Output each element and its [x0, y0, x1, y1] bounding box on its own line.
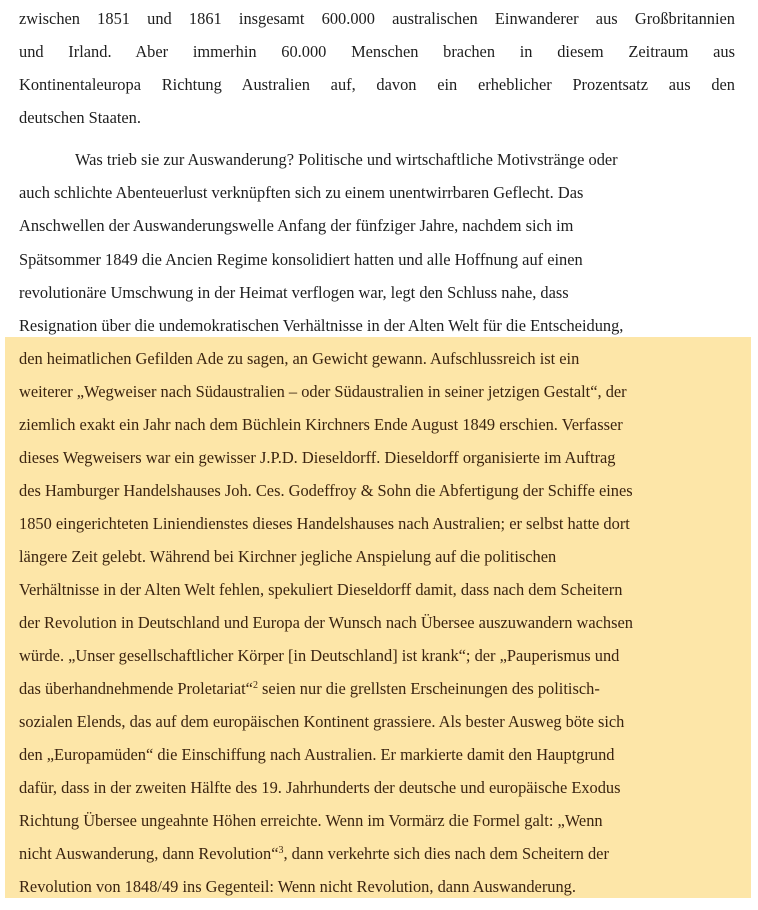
text-line: auch schlichte Abenteuerlust verknüpften sich zu einem unentwirrbaren Geflecht. Das — [19, 183, 584, 202]
text-line: Anschwellen der Auswanderungswelle Anfang der fünfziger Jahre, nachdem sich im — [19, 216, 574, 235]
highlighted-text-line: des Hamburger Handelshauses Joh. Ces. Godeffroy & Sohn die Abfertigung der Schiffe eines — [19, 481, 633, 500]
highlighted-text-line: würde. „Unser gesellschaftlicher Körper [in Deutschland] ist krank“; der „Pauperismus und — [19, 646, 620, 665]
text-line: zwischen 1851 und 1861 insgesamt 600.000 australischen Einwanderer aus Großbritannien — [19, 9, 735, 28]
text-line: revolutionäre Umschwung in der Heimat verflogen war, legt den Schluss nahe, dass — [19, 283, 569, 302]
highlighted-text-line: 1850 eingerichteten Liniendienstes dieses Handelshauses nach Australien; er selbst hatte dort — [19, 514, 630, 533]
highlighted-text-line: längere Zeit gelebt. Während bei Kirchner jegliche Anspielung auf die politischen — [19, 547, 557, 566]
highlighted-text-line: weiterer „Wegweiser nach Südaustralien – oder Südaustralien in seiner jetzigen Gestalt“, der — [19, 382, 627, 401]
highlighted-text-line — [19, 679, 600, 699]
text-line: Spätsommer 1849 die Ancien Regime konsolidiert hatten und alle Hoffnung auf einen — [19, 250, 583, 269]
highlighted-text-line: den „Europamüden“ die Einschiffung nach Australien. Er markierte damit den Hauptgrund — [19, 745, 615, 764]
text-line: Resignation über die undemokratischen Verhältnisse in der Alten Welt für die Entscheidung, — [19, 316, 624, 335]
highlighted-text-line: dieses Wegweisers war ein gewisser J.P.D. Dieseldorff. Dieseldorff organisierte im Auftrag — [19, 448, 616, 467]
highlighted-text-line: Verhältnisse in der Alten Welt fehlen, spekuliert Dieseldorff damit, dass nach dem Scheitern — [19, 580, 623, 599]
highlighted-text-line: sozialen Elends, das auf dem europäischen Kontinent grassiere. Als bester Ausweg böte sich — [19, 712, 625, 731]
highlighted-text-line — [19, 844, 609, 864]
text-span: nicht Auswanderung, dann Revolution“ — [19, 844, 279, 863]
highlighted-text-line: ziemlich exakt ein Jahr nach dem Büchlein Kirchners Ende August 1849 erschien. Verfasser — [19, 415, 623, 434]
highlighted-text-line: der Revolution in Deutschland und Europa der Wunsch nach Übersee auszuwandern wachsen — [19, 613, 633, 632]
text-line: Was trieb sie zur Auswanderung? Politische und wirtschaftliche Motivstränge oder — [75, 150, 618, 169]
text-line: deutschen Staaten. — [19, 108, 141, 127]
text-line: Kontinentaleuropa Richtung Australien auf, davon ein erheblicher Prozentsatz aus den — [19, 75, 735, 94]
footnote-marker[interactable]: 3 — [278, 845, 284, 856]
highlighted-text-line: Richtung Übersee ungeahnte Höhen erreichte. Wenn im Vormärz die Formel galt: „Wenn — [19, 811, 603, 830]
text-span: , dann verkehrte sich dies nach dem Scheitern der — [283, 844, 609, 863]
text-span: das überhandnehmende Proletariat“ — [19, 679, 253, 698]
highlighted-text-line: den heimatlichen Gefilden Ade zu sagen, an Gewicht gewann. Aufschlussreich ist ein — [19, 349, 580, 368]
highlighted-text-line: dafür, dass in der zweiten Hälfte des 19. Jahrhunderts der deutsche und europäische Exodus — [19, 778, 621, 797]
highlighted-text-line: Revolution von 1848/49 ins Gegenteil: Wenn nicht Revolution, dann Auswanderung. — [19, 877, 576, 896]
text-line: und Irland. Aber immerhin 60.000 Menschen brachen in diesem Zeitraum aus — [19, 42, 735, 61]
text-span: seien nur die grellsten Erscheinungen des politisch- — [257, 679, 600, 698]
footnote-marker[interactable]: 2 — [252, 680, 258, 691]
